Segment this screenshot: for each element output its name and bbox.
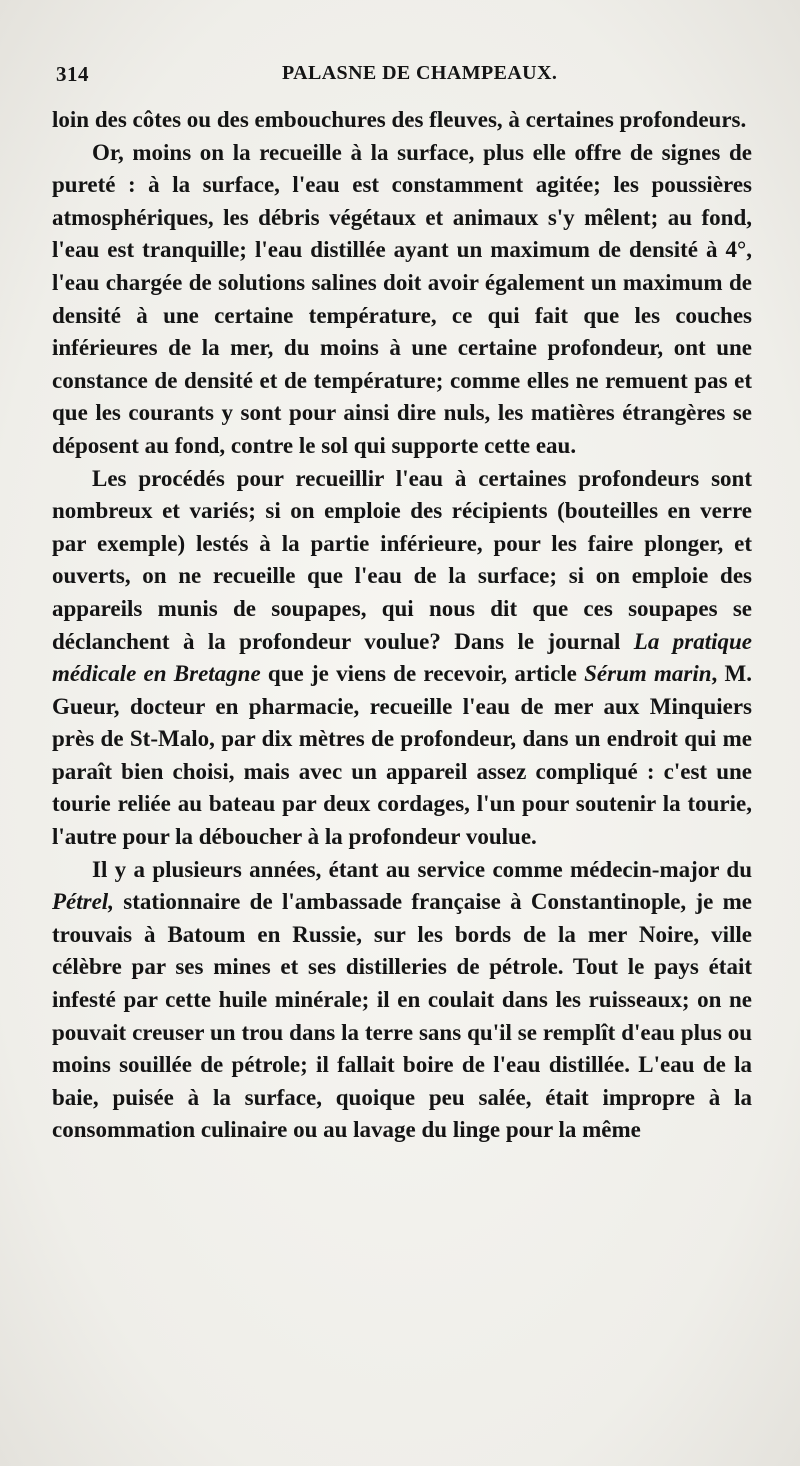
body-text — [52, 104, 752, 1147]
paragraph-4-text-a: Il y a plusieurs années, étant au service comme médecin-major du — [92, 856, 752, 882]
journal-title: La pratique médicale en Bretagne — [52, 628, 752, 687]
paragraph-1-text: loin des côtes ou des embouchures des fleuves, à certaines profondeurs. — [52, 107, 747, 132]
ship-name: Pétrel, — [52, 889, 114, 915]
paragraph-2-text: Or, moins on la recueille à la surface, plus elle offre de signes de pureté : à la surface, l'eau est constamment agitée; les poussières atmosphériques, les débris végétaux et animaux s'y mêlent; au fond, l'eau est tranquille; l'eau distillée ayant un maximum de densité à 4°, l'eau chargée de solutions salines doit avoir également un maximum de densité à une certaine température, ce qui fait que les couches inférieures de la mer, du moins à une certaine profondeur, ont une constance de densité et de température; comme elles ne remuent pas et que les courants y sont pour ainsi dire nuls, les matières étrangères se déposent au fond, contre le sol qui supporte cette eau. — [52, 139, 752, 458]
paragraph-3-text-c: , M. Gueur, docteur en pharmacie, recueille l'eau de mer aux Minquiers près de St-Malo, par dix mètres de profondeur, dans un endroit qui me paraît bien choisi, mais avec un appareil assez compliqué : c'est une tourie reliée au bateau par deux cordages, l'un pour soutenir la tourie, l'autre pour la déboucher à la profondeur voulue. — [52, 661, 753, 850]
paragraph-4 — [52, 854, 752, 1147]
paragraph-4-text-b: stationnaire de l'ambassade française à Constantinople, je me trouvais à Batoum en Russie, sur les bords de la mer Noire, ville célèbre par ses mines et ses distilleries de pétrole. Tout le pays était infesté par cette huile minérale; il en coulait dans les ruisseaux; on ne pouvait creuser un trou dans la terre sans qu'il se remplît d'eau plus ou moins souillée de pétrole; il fallait boire de l'eau distillée. L'eau de la baie, puisée à la surface, quoique peu salée, était impropre à la consommation culinaire ou au lavage du linge pour la même — [52, 889, 752, 1143]
running-title: PALASNE DE CHAMPEAUX. — [282, 62, 558, 84]
article-title: Sérum marin — [584, 661, 712, 687]
paragraph-1 — [52, 104, 752, 137]
paragraph-3 — [52, 463, 752, 854]
page-number: 314 — [56, 62, 89, 86]
running-head — [56, 62, 770, 92]
paragraph-2 — [52, 137, 752, 463]
paragraph-3-text-b: que je viens de recevoir, article — [260, 661, 585, 687]
paragraph-3-text-a: Les procédés pour recueillir l'eau à certaines profondeurs sont nombreux et variés; si on emploie des récipients (bouteilles en verre par exemple) lestés à la partie inférieure, pour les faire plonger, et ouverts, on ne recueille que l'eau de la surface; si on emploie des appareils munis de soupapes, qui nous dit que ces soupapes se déclanchent à la profondeur voulue? Dans le journal — [52, 465, 752, 654]
